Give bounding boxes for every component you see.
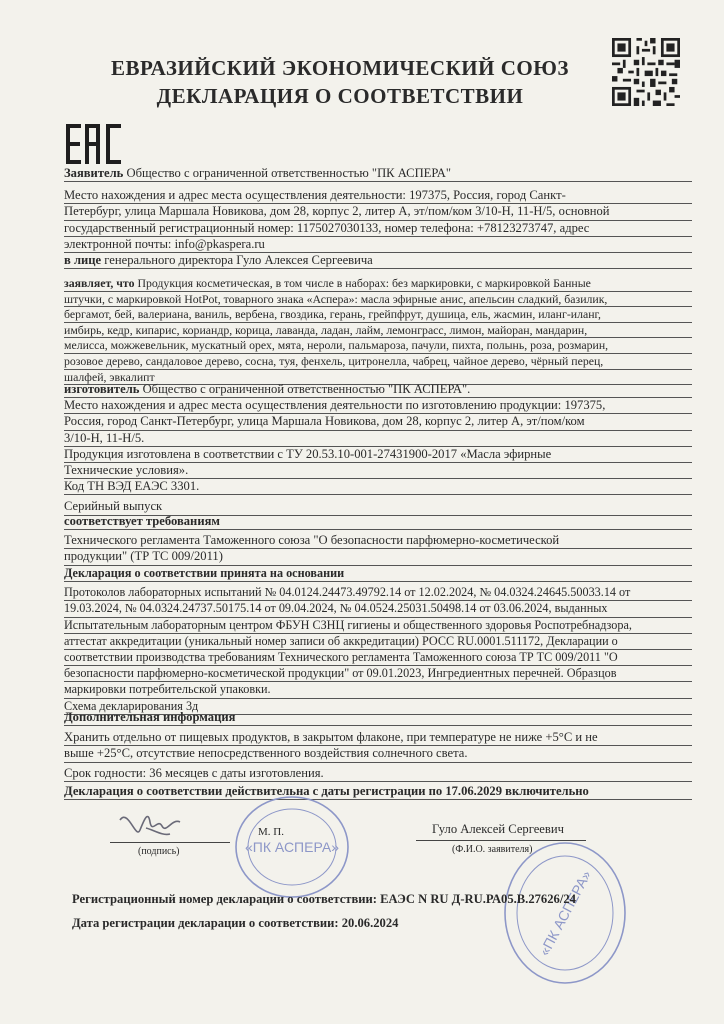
manufacturer-serial: Серийный выпуск (64, 499, 692, 515)
declares-line-4: имбирь, кедр, кипарис, кориандр, корица, лаванда, ладан, лайм, лемонграсс, лимон, майоран, мандарин, (64, 323, 692, 339)
eac-mark-icon (66, 124, 122, 164)
shelf-life: Срок годности: 36 месяцев с даты изготовления. (64, 766, 692, 782)
declares-line-7: шалфей, эвкалипт (64, 370, 692, 386)
svg-text:«ПК АСПЕРА»: «ПК АСПЕРА» (245, 839, 339, 855)
signer-name: Гуло Алексей Сергеевич (432, 822, 564, 836)
additional-section (64, 710, 692, 800)
additional-label: Дополнительная информация (64, 710, 692, 726)
basis-line-5: соответствии производства требованиям Технического регламента Таможенного союза ТР ТС 009/2011 "О (64, 650, 692, 666)
manufacturer-row (64, 382, 692, 398)
basis-line-4: аттестат аккредитации (уникальный номер записи об аккредитации) РОСС RU.0001.511172, Декларации о (64, 634, 692, 650)
signature-line (110, 842, 230, 843)
signature-caption: (подпись) (138, 846, 180, 857)
manufacturer-address-1: Место нахождения и адрес места осуществления деятельности по изготовлению продукции: 197375, (64, 398, 692, 414)
applicant-address-3: государственный регистрационный номер: 1175027030133, номер телефона: +78123273747, адрес (64, 221, 692, 237)
document-title-union: ЕВРАЗИЙСКИЙ ЭКОНОМИЧЕСКИЙ СОЮЗ (111, 56, 569, 80)
applicant-address-4: электронной почты: info@pkaspera.ru (64, 237, 692, 253)
manufacturer-section (64, 382, 692, 516)
conformity-label: соответствует требованиям (64, 514, 692, 530)
basis-line-7: маркировки потребительской упаковки. (64, 682, 692, 698)
registration-number: Регистрационный номер декларации о соответствии: ЕАЭС N RU Д-RU.РА05.В.27626/24 (72, 892, 576, 906)
basis-label: Декларация о соответствии принята на основании (64, 566, 692, 582)
declares-line-5: мелисса, можжевельник, мускатный орех, мята, нероли, пальмароза, пачули, пихта, полынь, роза, розмарин, (64, 338, 692, 354)
applicant-address-1: Место нахождения и адрес места осуществления деятельности: 197375, Россия, город Санкт- (64, 188, 692, 204)
declares-line-1: Продукция косметическая, в том числе в наборах: без маркировки, с маркировкой Банные (137, 276, 591, 290)
additional-line-2: выше +25°С, отсутствие непосредственного воздействия солнечного света. (64, 746, 692, 762)
conformity-section (64, 514, 692, 566)
basis-line-1: Протоколов лабораторных испытаний № 04.0124.24473.49792.14 от 12.02.2024, № 04.0324.24645.50033.14 от (64, 585, 692, 601)
applicant-label: Заявитель (64, 166, 124, 180)
applicant-person-row (64, 253, 692, 269)
manufacturer-address-3: 3/10-Н, 11-Н/5. (64, 431, 692, 447)
basis-line-2: 19.03.2024, № 04.0324.24737.50175.14 от 09.04.2024, № 04.0524.25031.50498.14 от 03.06.2024, выданных (64, 601, 692, 617)
declares-line-3: бергамот, бей, валериана, ваниль, вербена, гвоздика, герань, грейпфрут, душица, ель, жасмин, иланг-иланг, (64, 307, 692, 323)
signer-caption: (Ф.И.О. заявителя) (452, 844, 533, 855)
manufacturer-spec-1: Продукция изготовлена в соответствии с ТУ 20.53.10-001-27431900-2017 «Масла эфирные (64, 447, 692, 463)
person-value: генерального директора Гуло Алексея Сергеевича (104, 253, 373, 268)
conformity-line-1: Технического регламента Таможенного союза "О безопасности парфюмерно-косметической (64, 533, 692, 549)
stamp-caption: М. П. (258, 826, 284, 838)
registration-date: Дата регистрации декларации о соответствии: 20.06.2024 (72, 916, 399, 930)
declares-row (64, 276, 692, 292)
applicant-address-2: Петербург, улица Маршала Новикова, дом 28, корпус 2, литер А, эт/пом/ком 3/10-Н, 11-Н/5, основной (64, 204, 692, 220)
basis-section (64, 566, 692, 715)
qr-code-icon (612, 38, 680, 106)
declares-line-2: штучки, с маркировкой HotPot, товарного знака «Аспера»: масла эфирные анис, апельсин сладкий, базилик, (64, 292, 692, 308)
declares-section (64, 276, 692, 385)
svg-text:«ПК АСПЕРА»: «ПК АСПЕРА» (535, 867, 595, 959)
registration-stamp-icon (500, 838, 630, 988)
declares-label: заявляет, что (64, 276, 135, 290)
company-stamp-icon (232, 792, 352, 902)
conformity-line-2: продукции" (ТР ТС 009/2011) (64, 549, 692, 565)
basis-line-6: безопасности парфюмерно-косметической продукции" от 09.01.2023, Ингредиентных перечней. Образцов (64, 666, 692, 682)
manufacturer-name: Общество с ограниченной ответственностью "ПК АСПЕРА". (142, 382, 471, 396)
person-label: в лице (64, 253, 102, 268)
declares-line-6: розовое дерево, сандаловое дерево, сосна, туя, фенхель, цитронелла, чабрец, чайное дерево, чёрный перец, (64, 354, 692, 370)
manufacturer-label: изготовитель (64, 382, 140, 396)
additional-line-1: Хранить отдельно от пищевых продуктов, в закрытом флаконе, при температуре не ниже +5°С и не (64, 730, 692, 746)
manufacturer-address-2: Россия, город Санкт-Петербург, улица Маршала Новикова, дом 28, корпус 2, литер А, эт/пом/ком (64, 414, 692, 430)
applicant-section (64, 166, 692, 269)
manufacturer-spec-2: Технические условия». (64, 463, 692, 479)
applicant-name: Общество с ограниченной ответственностью "ПК АСПЕРА" (126, 166, 452, 180)
document-title-declaration: ДЕКЛАРАЦИЯ О СООТВЕТСТВИИ (156, 84, 524, 108)
validity-statement: Декларация о соответствии действительна с даты регистрации по 17.06.2029 включительно (64, 784, 692, 800)
applicant-row (64, 166, 692, 182)
basis-line-3: Испытательным лабораторным центром ФБУН СЗНЦ гигиены и общественного здоровья Роспотребнадзора, (64, 618, 692, 634)
manufacturer-code: Код ТН ВЭД ЕАЭС 3301. (64, 479, 692, 495)
basis-scheme: Схема декларирования 3д (64, 699, 692, 715)
